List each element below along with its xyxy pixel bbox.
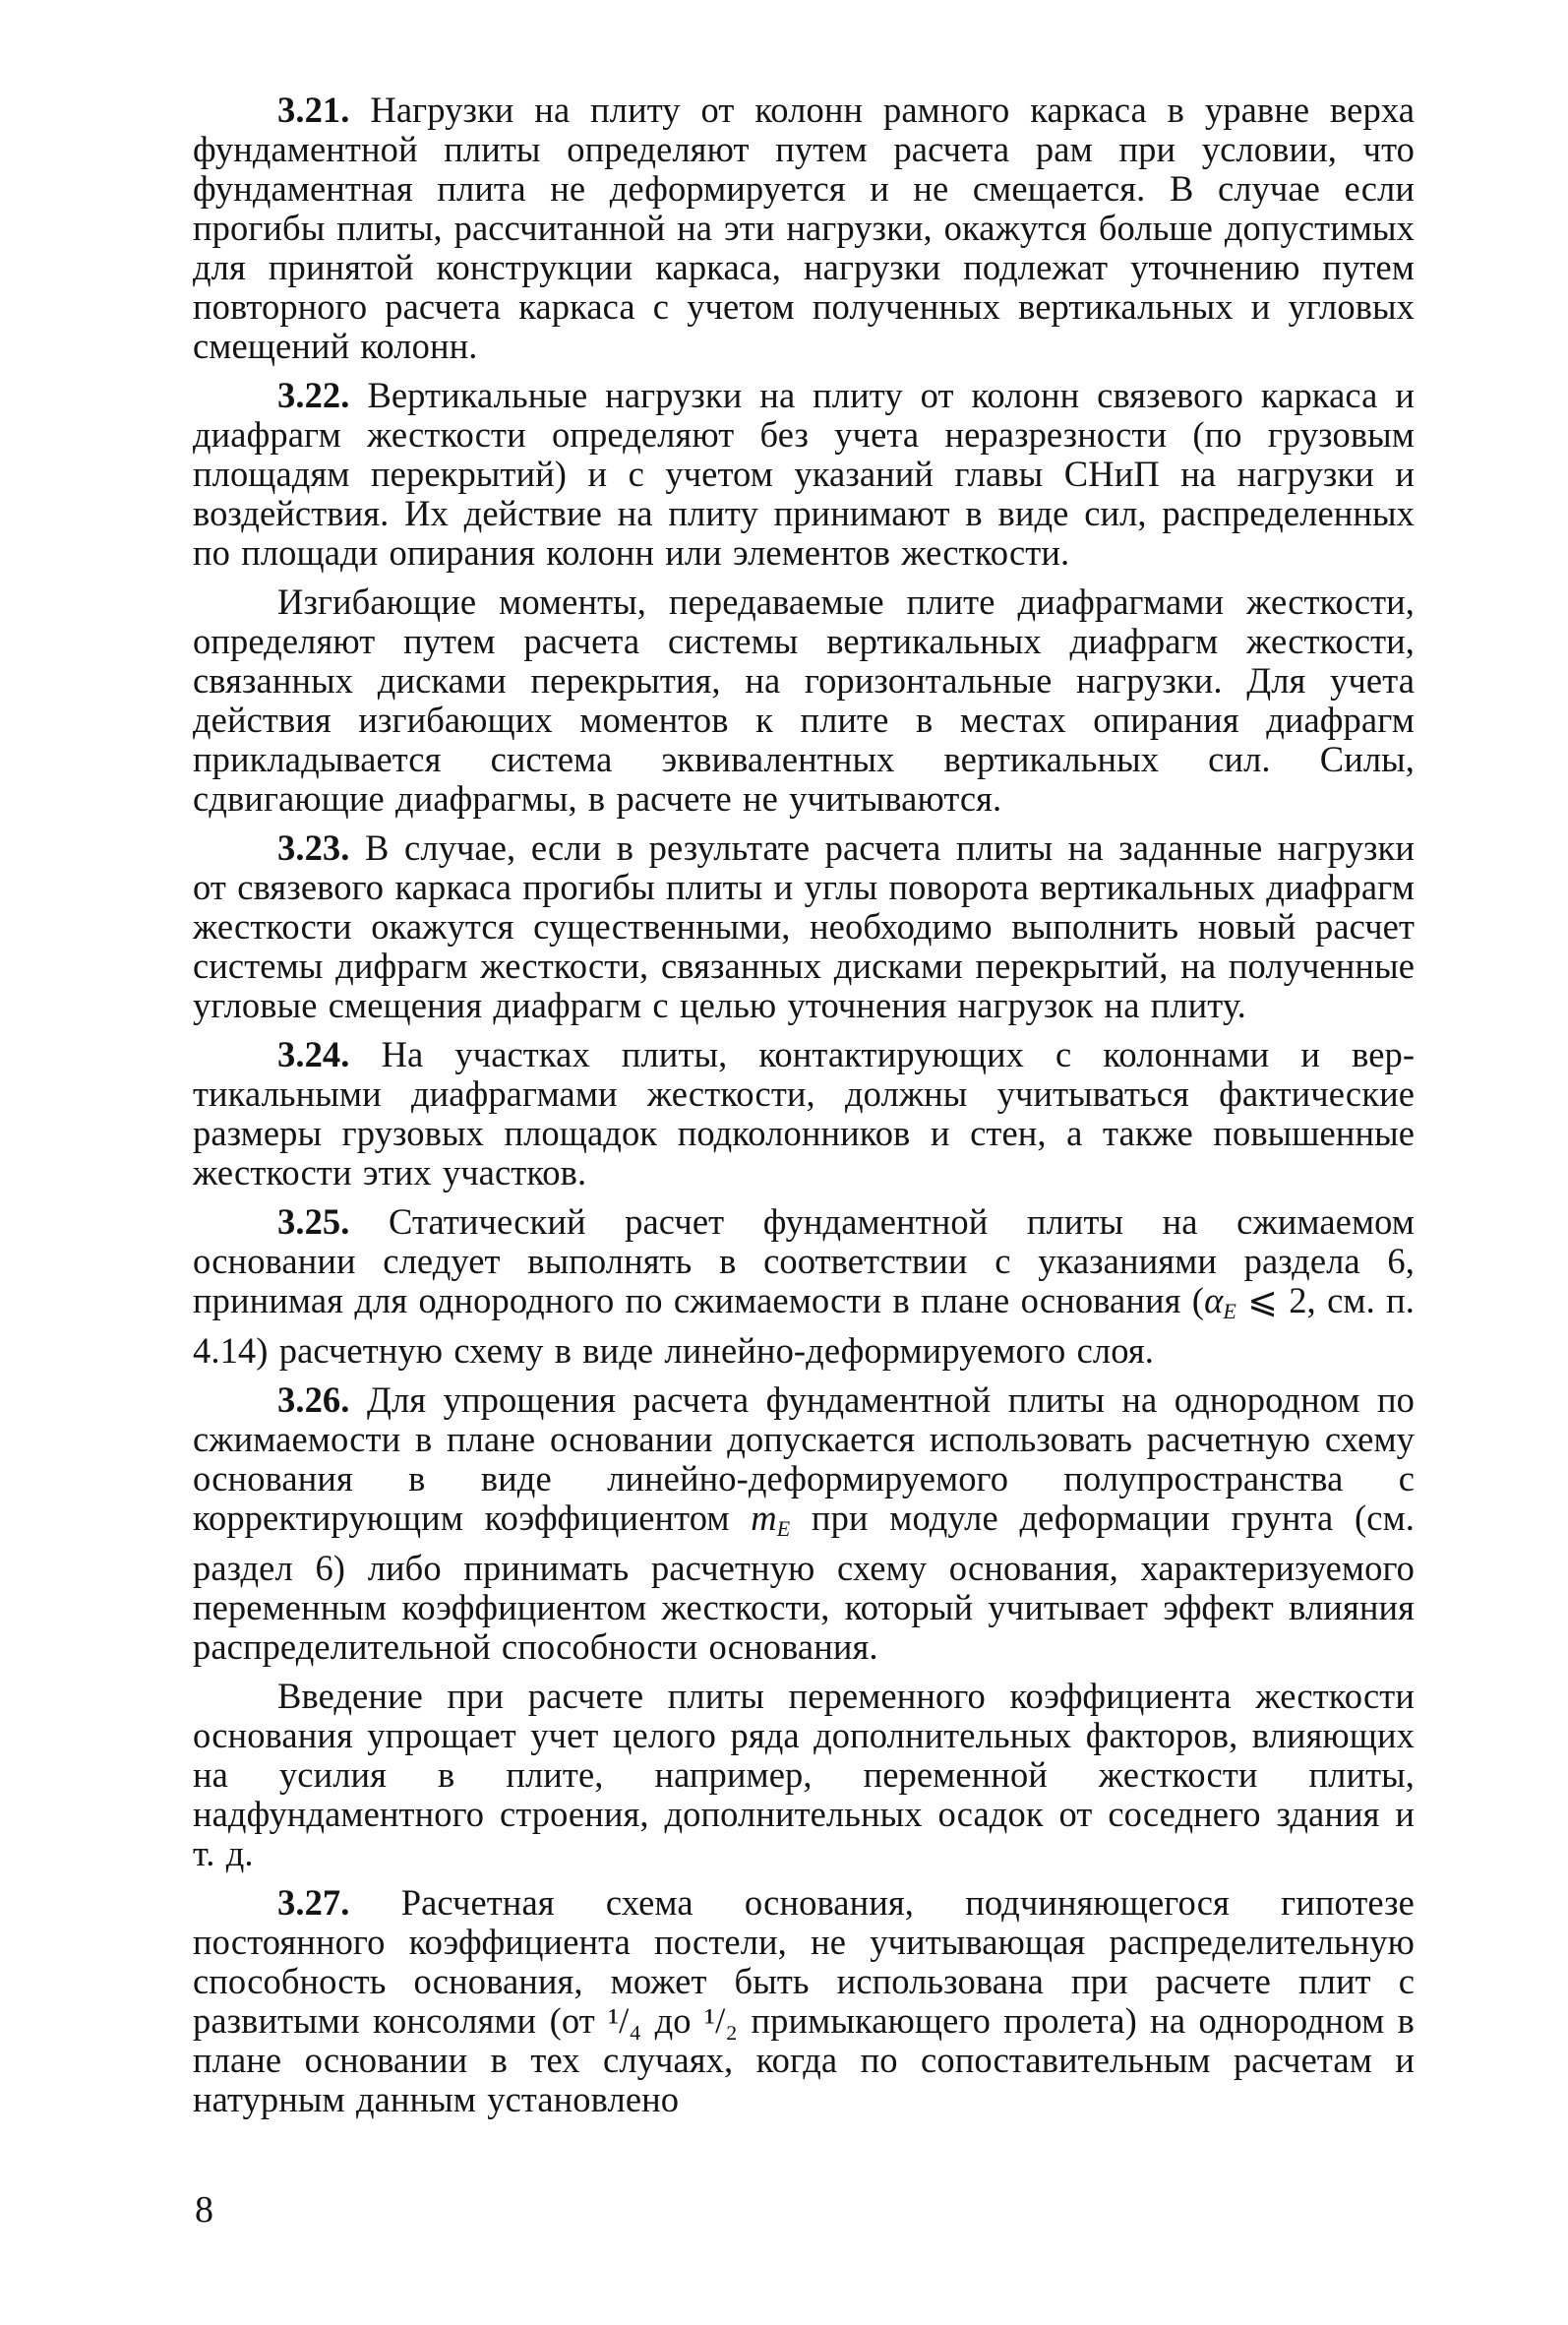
clause-number: 3.27. <box>277 1882 350 1923</box>
paragraph-3-22 <box>193 376 1415 573</box>
document-page <box>193 91 1415 2129</box>
paragraph-text: Нагрузки на плиту от колонн рамного каркаса в уравне верха фундаментной плиты определяют путем расчета рам при условии, что фундаментная плита не деформируется и не смещается. В случае если прогибы плиты, рассчитанной на эти нагрузки, окажутся больше допустимых для принятой конструкции каркаса, нагрузки подлежат уточнению путем повторного расчета каркаса с учетом полученных вертикальных и угловых смещений колонн. <box>193 90 1415 366</box>
paragraph-3-26 <box>193 1380 1415 1667</box>
paragraph-text: В случае, если в результате расчета плиты на заданные нагрузки от связевого каркаса прогибы плиты и углы поворота вертикальных диафрагм жесткости окажутся существенными, необходимо выполнить новый расчет системы дифрагм жесткости, связанных дисками перекрытий, на полученные угловые смещения диафрагм с целью уточнения нагрузок на плиту. <box>193 827 1415 1025</box>
paragraph-text-after-formula: при модуле деформации грунта (см. раздел 6) либо принимать расчетную схему основания, характеризуемого переменным коэффициентом жесткости, который учитывает эффект влияния распределительной способности основания. <box>193 1498 1415 1667</box>
paragraph-3-26-continued <box>193 1677 1415 1873</box>
alpha-symbol: α <box>1204 1280 1224 1320</box>
paragraph-3-21 <box>193 91 1415 366</box>
paragraph-text: Введение при расчете плиты переменного коэффициента жесткости основания упрощает учет целого ряда дополнительных факторов, влияющих на усилия в плите, например, переменной жесткости плиты, надфундаментного строения, дополнительных осадок от соседнего здания и т. д. <box>193 1676 1415 1873</box>
paragraph-3-25 <box>193 1202 1415 1371</box>
clause-number: 3.22. <box>277 375 350 415</box>
clause-number: 3.23. <box>277 827 350 868</box>
paragraph-text: Изгибающие моменты, передаваемые плите диафрагмами жесткости, определяют путем расчета системы вертикальных диафрагм жесткости, связанных дисками перекрытия, на горизонтальные нагрузки. Для учета действия изгибающих моментов к плите в местах опирания диафрагм прикладывается система эквивалентных вертикальных сил. Силы, сдвигающие диафрагмы, в расчете не учитываются. <box>193 581 1415 819</box>
paragraph-text-before-formula: Для упрощения расчета фундаментной плиты на однородном по сжимаемости в плане основании допускается использовать расчетную схему основания в виде линейно-деформируемого полупространства с корректирующим коэффициентом <box>193 1379 1415 1538</box>
subscript-e: E <box>1223 1299 1236 1323</box>
paragraph-text-after-formula: ⩽ 2, см. п. 4.14) расчетную схему в виде линейно-деформируемого слоя. <box>193 1280 1415 1371</box>
subscript-e: E <box>776 1516 791 1541</box>
paragraph-3-24 <box>193 1035 1415 1193</box>
paragraph-text-before-formula: Статический расчет фундаментной плиты на сжимаемом основании следует выполнять в соответствии с указаниями раздела 6, принимая для однородного по сжимаемости в плане основания ( <box>193 1201 1415 1320</box>
clause-number: 3.25. <box>277 1201 350 1242</box>
paragraph-3-22-continued <box>193 582 1415 819</box>
paragraph-text: Расчетная схема основания, подчиняющегося гипотезе постоянного коэффициента постели, не учитывающая распределительную способность основания, может быть использована при расчете плит с развитыми консолями (от ¹/₄ до ¹/₂ примыкающего пролета) на однородном в плане основании в тех случаях, когда по сопоставительным расчетам и натурным данным установлено <box>193 1882 1415 2119</box>
paragraph-text: На участках плиты, контактирующих с колоннами и вертикальными диафрагмами жесткости, должны учитываться фактические размеры грузовых площадок подколонников и стен, а также повышенные жесткости этих участков. <box>193 1034 1416 1193</box>
clause-number: 3.24. <box>277 1034 350 1074</box>
paragraph-3-23 <box>193 828 1415 1025</box>
clause-number: 3.21. <box>277 90 350 130</box>
clause-number: 3.26. <box>277 1379 350 1420</box>
page-number: 8 <box>195 2189 213 2231</box>
m-symbol: m <box>751 1498 777 1538</box>
paragraph-text: Вертикальные нагрузки на плиту от колонн связевого каркаса и диафрагм жесткости определяют без учета неразрезности (по грузовым площадям перекрытий) и с учетом указаний главы СНиП на нагрузки и воздействия. Их действие на плиту принимают в виде сил, распределенных по площади опирания колонн или элементов жесткости. <box>193 375 1415 573</box>
paragraph-3-27 <box>193 1883 1415 2119</box>
